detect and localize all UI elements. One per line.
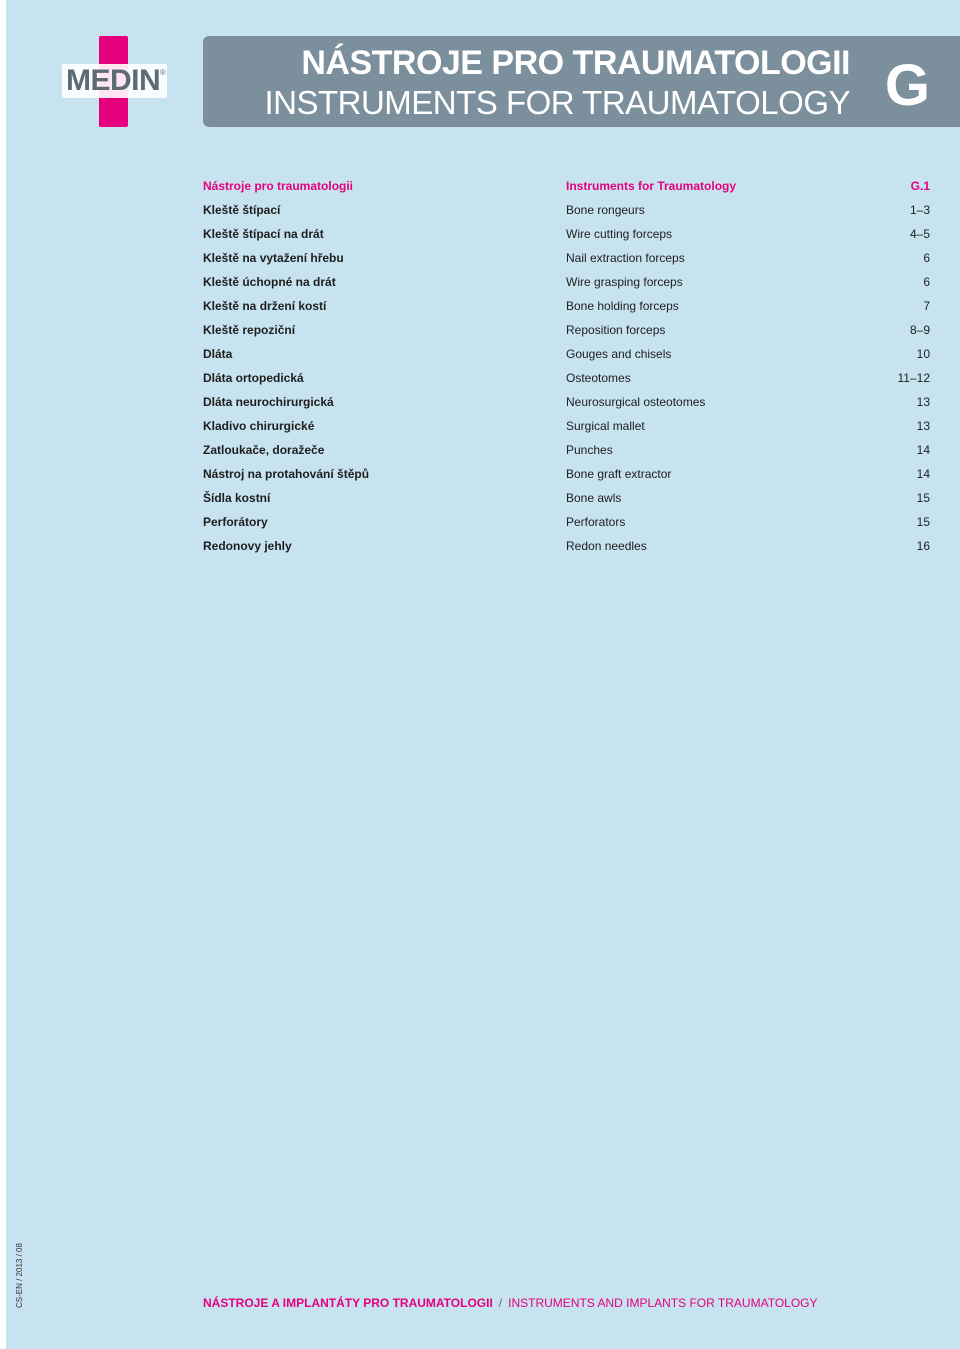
toc-entry-en: Reposition forceps [566,323,666,337]
toc-row[interactable] [203,442,930,466]
toc-row[interactable] [203,274,930,298]
toc-row[interactable] [203,322,930,346]
toc-entry-page: 14 [916,443,930,457]
table-of-contents [203,178,930,562]
toc-row[interactable] [203,202,930,226]
toc-entry-en: Surgical mallet [566,419,645,433]
toc-row[interactable] [203,538,930,562]
toc-row[interactable] [203,346,930,370]
toc-entry-cz: Dláta ortopedická [203,371,304,385]
toc-entry-page: 14 [916,467,930,481]
toc-entry-cz: Perforátory [203,515,268,529]
toc-entry-en: Bone awls [566,491,622,505]
toc-entry-cz: Nástroj na protahování štěpů [203,467,370,481]
toc-row[interactable] [203,298,930,322]
toc-row[interactable] [203,490,930,514]
toc-entry-cz: Kladivo chirurgické [203,419,315,433]
toc-heading-row[interactable] [203,178,930,202]
toc-entry-page: 6 [923,275,930,289]
toc-row[interactable] [203,226,930,250]
toc-entry-page: 15 [916,515,930,529]
page-footer [203,1296,818,1310]
toc-entry-page: 7 [923,299,930,313]
medin-logo [62,36,172,128]
toc-entry-page: 11–12 [897,371,930,385]
toc-entry-en: Bone rongeurs [566,203,645,217]
toc-entry-cz: Kleště štípací na drát [203,227,324,241]
toc-row[interactable] [203,370,930,394]
toc-entry-cz: Šídla kostní [203,491,271,505]
toc-entry-cz: Kleště úchopné na drát [203,275,336,289]
toc-entry-cz: Dláta neurochirurgická [203,395,334,409]
section-letter: G [884,53,930,118]
toc-row[interactable] [203,418,930,442]
toc-row[interactable] [203,394,930,418]
toc-entry-page: 13 [916,419,930,433]
toc-entry-cz: Zatloukače, doražeče [203,443,325,457]
catalog-page [6,0,960,1349]
edition-code: CS-EN / 2013 / 08 [15,1243,24,1308]
footer-separator: / [498,1296,503,1310]
toc-entry-page: 1–3 [909,203,930,217]
toc-entry-en: Bone holding forceps [566,299,679,313]
toc-row[interactable] [203,250,930,274]
toc-entry-en: Perforators [566,515,626,529]
toc-entry-en: Nail extraction forceps [566,251,685,265]
toc-entry-cz: Kleště na vytažení hřebu [203,251,344,265]
toc-entry-cz: Kleště repoziční [203,323,296,337]
toc-entry-page: 13 [916,395,930,409]
toc-entry-page: 16 [916,539,930,553]
toc-entry-en: Gouges and chisels [566,347,672,361]
toc-entry-en: Wire cutting forceps [566,227,673,241]
toc-entry-cz: Redonovy jehly [203,539,292,553]
toc-entry-page: 10 [916,347,930,361]
toc-entry-page: 4–5 [909,227,930,241]
toc-row[interactable] [203,466,930,490]
toc-heading-en: Instruments for Traumatology [566,179,737,193]
toc-entry-en: Redon needles [566,539,647,553]
page-title-en: INSTRUMENTS FOR TRAUMATOLOGY [264,84,850,121]
toc-heading-cz: Nástroje pro traumatologii [203,179,354,193]
toc-entry-page: 15 [916,491,930,505]
logo-text: MEDIN [66,64,161,97]
toc-entry-cz: Dláta [203,347,233,361]
toc-entry-page: 8–9 [909,323,930,337]
toc-entry-en: Neurosurgical osteotomes [566,395,706,409]
toc-entry-cz: Kleště na držení kostí [203,299,327,313]
toc-entry-en: Bone graft extractor [566,467,672,481]
footer-title-cz: NÁSTROJE A IMPLANTÁTY PRO TRAUMATOLOGII [203,1296,493,1310]
toc-entry-en: Punches [566,443,613,457]
toc-entry-en: Osteotomes [566,371,631,385]
toc-entry-page: 6 [923,251,930,265]
toc-heading-page: G.1 [910,179,930,193]
toc-entry-cz: Kleště štípací [203,203,281,217]
toc-row[interactable] [203,514,930,538]
logo-registered-mark: ® [160,68,166,77]
header-banner [203,36,960,127]
footer-title-en: INSTRUMENTS AND IMPLANTS FOR TRAUMATOLOGY [508,1296,818,1310]
page-title-cz: NÁSTROJE PRO TRAUMATOLOGII [301,44,850,82]
toc-entry-en: Wire grasping forceps [566,275,683,289]
